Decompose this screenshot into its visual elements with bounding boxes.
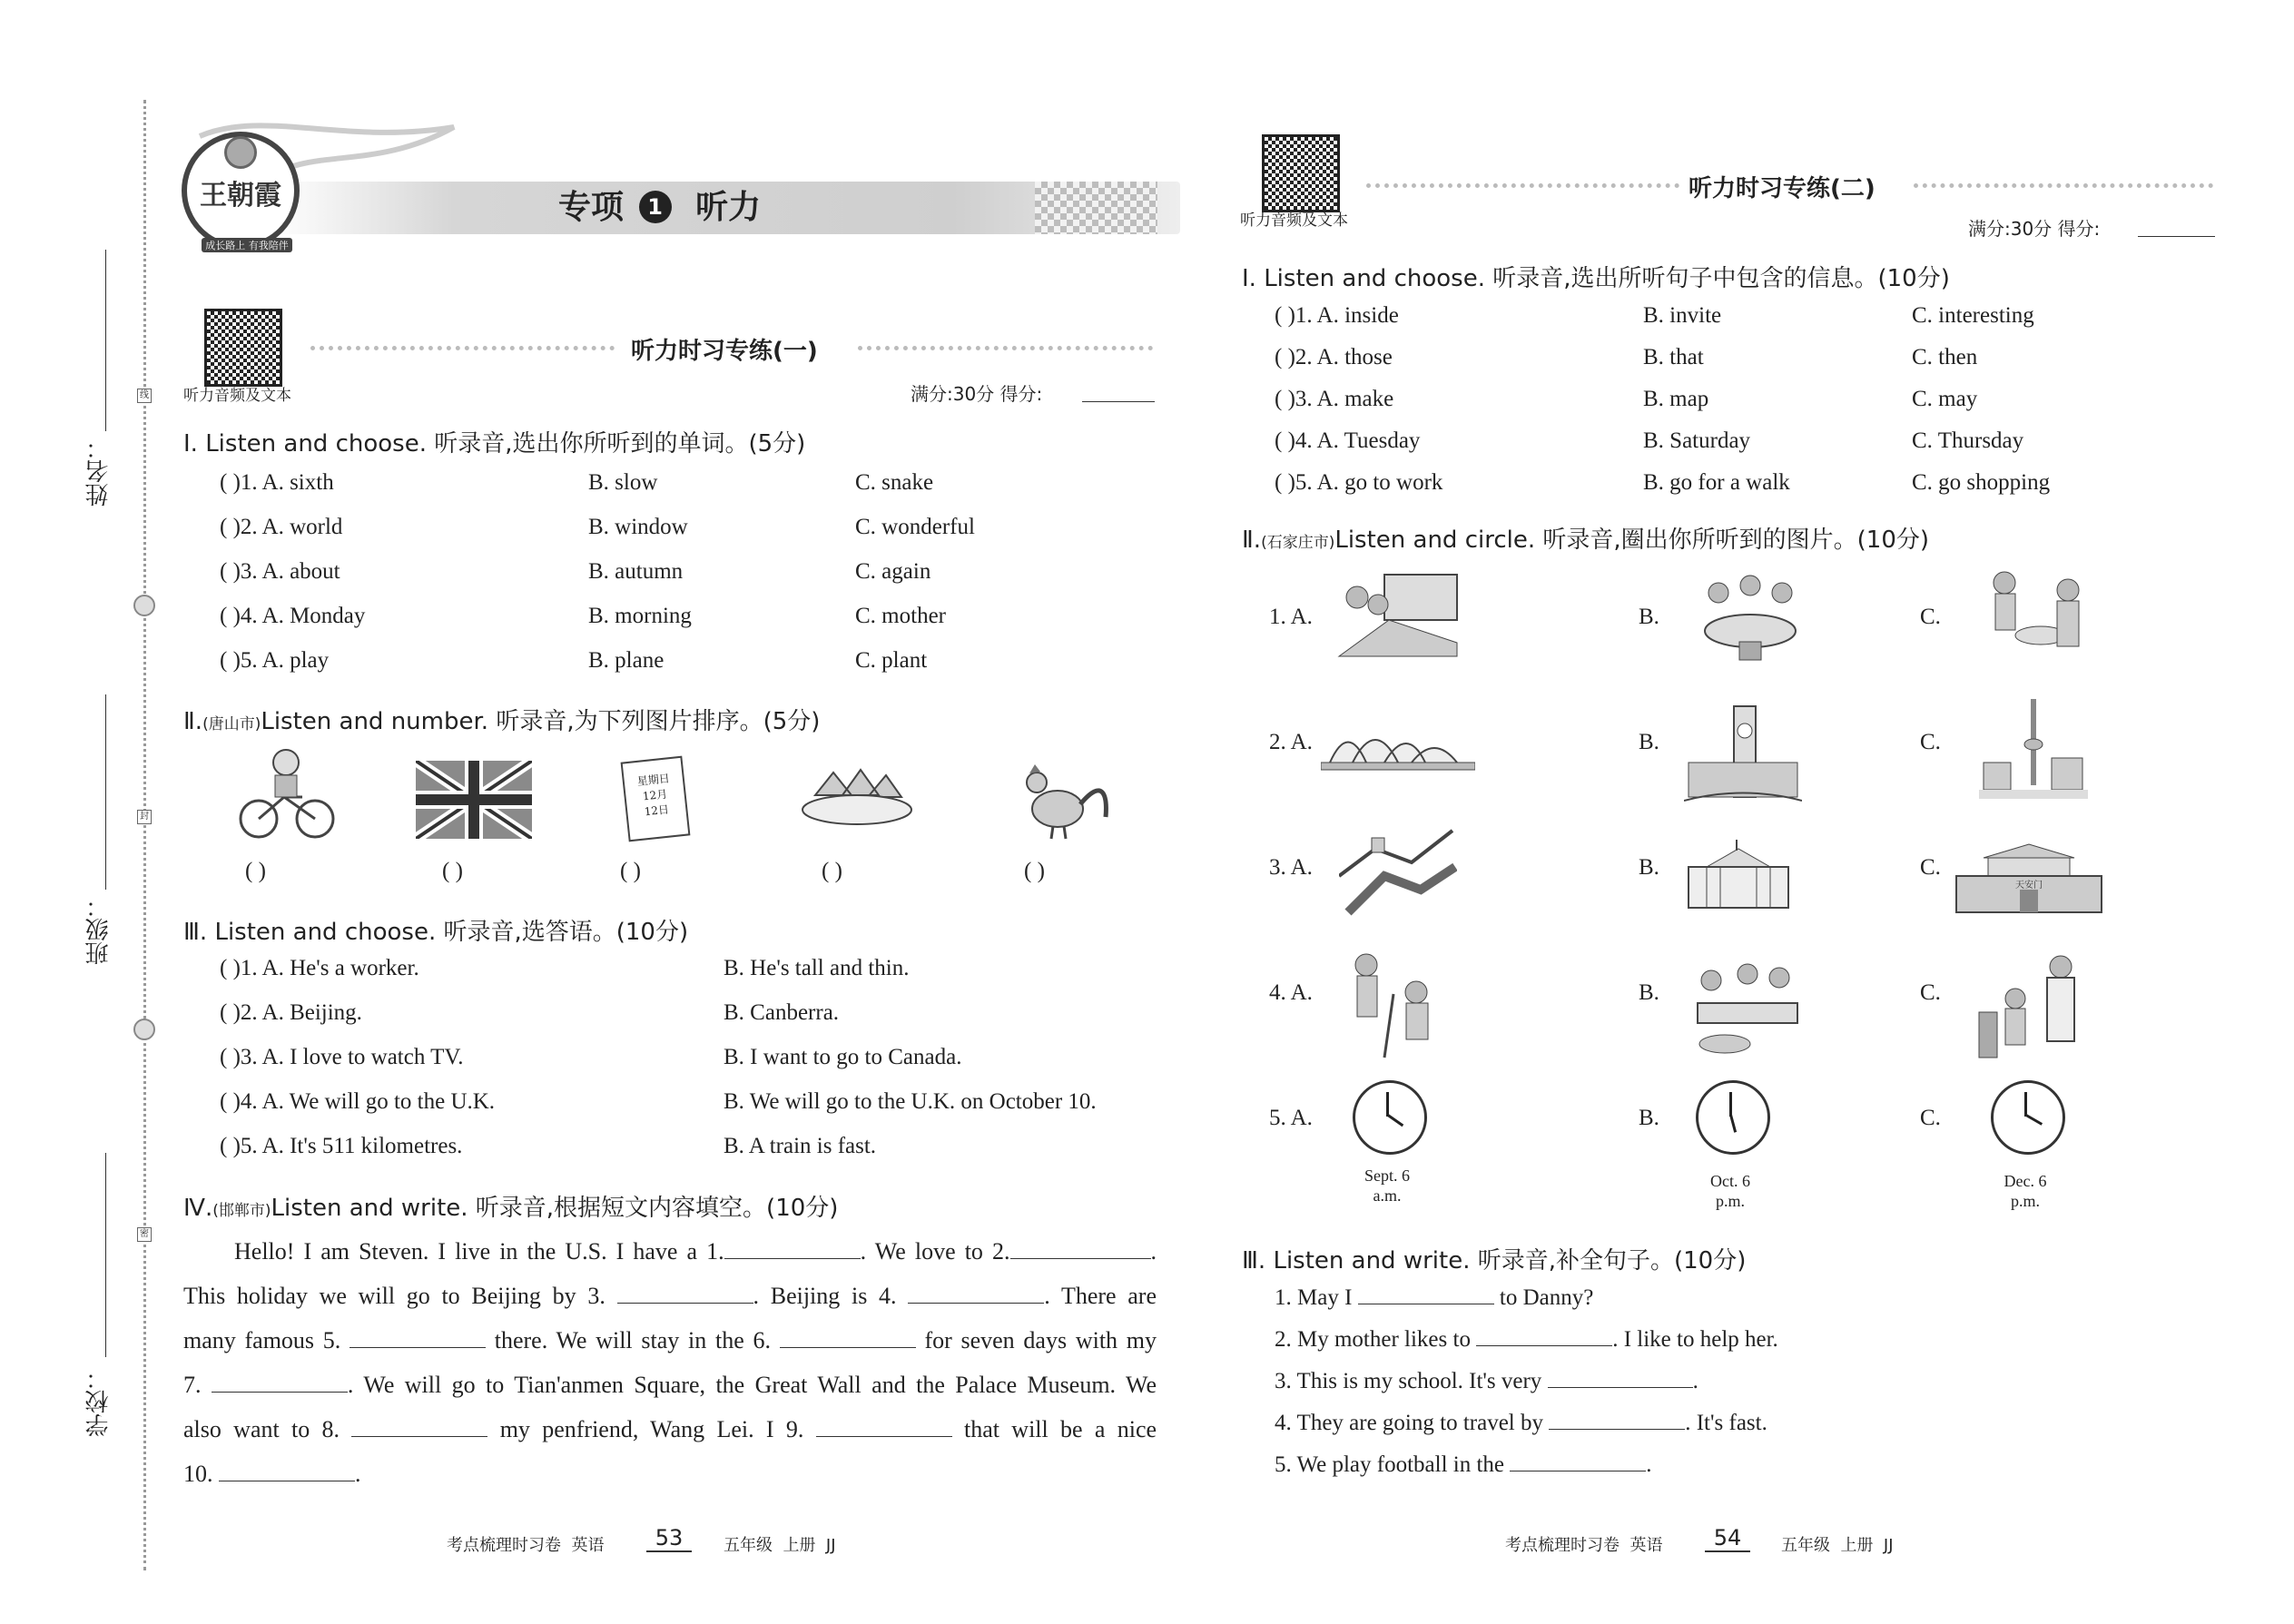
section-3-title: Ⅲ. Listen and write. 听录音,补全句子。(10分) bbox=[1242, 1247, 1747, 1275]
choice-b: B. autumn bbox=[588, 559, 684, 584]
clock-hand-icon bbox=[1729, 1092, 1732, 1117]
option-b-label[interactable]: B. bbox=[1639, 980, 1659, 1005]
choice-b: B. He's tall and thin. bbox=[724, 956, 910, 980]
banner-number: 1 bbox=[639, 191, 672, 223]
title-rule-right bbox=[1914, 183, 2213, 188]
score-label: 满分:30分 得分: bbox=[911, 383, 1043, 405]
fill-sentence: 3. This is my school. It's very . bbox=[1275, 1369, 1698, 1393]
choice-b: B. morning bbox=[588, 604, 692, 628]
banner-checker bbox=[1035, 182, 1157, 234]
binding-hole-icon bbox=[133, 595, 155, 616]
rooster-picture bbox=[1017, 759, 1117, 841]
choice-c: C. then bbox=[1912, 345, 1978, 369]
choice-c: C. Thursday bbox=[1912, 428, 2024, 453]
calendar-month: 12月 bbox=[642, 787, 668, 803]
section-1-title: Ⅰ. Listen and choose. 听录音,选出你所听到的单词。(5分) bbox=[183, 430, 806, 458]
choice-row bbox=[220, 470, 334, 496]
passage-line: This holiday we will go to Beijing by 3. . Beijing is 4. . There are bbox=[183, 1283, 1157, 1309]
practice-title: 听力时习专练(一) bbox=[631, 338, 818, 365]
section-text: Listen and circle. 听录音,圈出你所听到的图片。(10分) bbox=[1334, 527, 1930, 554]
city-tag: (邯郸市) bbox=[212, 1202, 271, 1220]
score-label: 满分:30分 得分: bbox=[1968, 218, 2101, 240]
choice-c: C. mother bbox=[855, 604, 946, 628]
clock-caption: Dec. 6 p.m. bbox=[2004, 1172, 2047, 1210]
clock-hand-icon bbox=[1386, 1092, 1389, 1117]
row-label: 3. A. bbox=[1269, 855, 1313, 880]
blank-5[interactable] bbox=[350, 1347, 486, 1348]
binding-hole-icon bbox=[133, 1019, 155, 1040]
answer-paren[interactable]: ( ) bbox=[620, 859, 641, 883]
choice-a: ( )3. A. I love to watch TV. bbox=[220, 1045, 464, 1069]
clock-caption: Sept. 6 a.m. bbox=[1364, 1166, 1410, 1205]
cooking-family-picture[interactable] bbox=[1689, 958, 1807, 1058]
row-label: 4. A. bbox=[1269, 980, 1313, 1005]
calendar-day: 12日 bbox=[644, 802, 670, 819]
choice-c: C. again bbox=[855, 559, 931, 584]
binding-mark-secret: 密 bbox=[137, 1227, 152, 1242]
choice-c: C. wonderful bbox=[855, 515, 975, 539]
class-line bbox=[105, 694, 106, 890]
qr-code-icon bbox=[1262, 134, 1340, 212]
choice-a: ( )3. A. make bbox=[1275, 387, 1394, 411]
picnic-picture[interactable] bbox=[1979, 563, 2088, 663]
name-line bbox=[105, 250, 106, 431]
cinema-picture[interactable] bbox=[1334, 570, 1462, 661]
option-b-label[interactable]: B. bbox=[1639, 730, 1659, 754]
footer-text: 考点梳理时习卷 英语 bbox=[1505, 1536, 1663, 1555]
clock-hand-icon bbox=[2024, 1092, 2027, 1117]
white-house-picture[interactable] bbox=[1670, 840, 1807, 917]
cleaning-picture[interactable] bbox=[1339, 949, 1457, 1062]
option-c-label[interactable]: C. bbox=[1920, 730, 1941, 754]
choice-a: ( )3. A. about bbox=[220, 559, 340, 584]
big-ben-picture[interactable] bbox=[1684, 699, 1802, 808]
binding-margin bbox=[143, 100, 146, 1570]
clock-caption: Oct. 6 p.m. bbox=[1710, 1172, 1750, 1210]
binding-mark-seal: 封 bbox=[137, 810, 152, 824]
blank-2[interactable] bbox=[1476, 1345, 1612, 1346]
great-wall-picture[interactable] bbox=[1339, 822, 1457, 917]
choice-a: ( )1. A. sixth bbox=[220, 470, 334, 495]
banner-title-text: 专项 bbox=[558, 189, 625, 226]
section-3-title: Ⅲ. Listen and choose. 听录音,选答语。(10分) bbox=[183, 919, 689, 946]
choice-a: ( )5. A. go to work bbox=[1275, 470, 1443, 495]
tiananmen-sign: 天安门 bbox=[2015, 881, 2043, 891]
choice-c: C. plant bbox=[855, 648, 928, 673]
row-label: 5. A. bbox=[1269, 1106, 1313, 1130]
row-label: 2. A. bbox=[1269, 730, 1313, 754]
calendar-weekday: 星期日 bbox=[636, 772, 671, 788]
choice-b: B. invite bbox=[1643, 303, 1722, 328]
choice-c: C. may bbox=[1912, 387, 1978, 411]
page-number: 54 bbox=[1705, 1525, 1750, 1552]
answer-paren[interactable]: ( ) bbox=[822, 859, 842, 883]
choice-a: ( )4. A. Tuesday bbox=[1275, 428, 1421, 453]
option-c-label[interactable]: C. bbox=[1920, 1106, 1941, 1130]
section-2-title bbox=[1242, 521, 1929, 555]
choice-c: C. snake bbox=[855, 470, 934, 495]
cn-tower-picture[interactable] bbox=[1979, 694, 2088, 803]
choice-a: ( )2. A. those bbox=[1275, 345, 1393, 369]
logo-text: 王朝霞 bbox=[200, 180, 281, 212]
qr-code-icon bbox=[204, 309, 282, 387]
choice-b: B. I want to go to Canada. bbox=[724, 1045, 962, 1069]
passage-line: 7. . We will go to Tian'anmen Square, the Great Wall and the Palace Museum. We bbox=[183, 1372, 1157, 1398]
title-rule-left bbox=[310, 346, 615, 350]
choice-a: ( )2. A. world bbox=[220, 515, 343, 539]
binding-mark-line: 线 bbox=[137, 389, 152, 403]
choice-a: ( )2. A. Beijing. bbox=[220, 1000, 362, 1025]
title-rule-right bbox=[858, 346, 1153, 350]
choice-a: ( )5. A. play bbox=[220, 648, 330, 673]
calendar-picture bbox=[621, 756, 691, 842]
section-number: Ⅱ. bbox=[1242, 527, 1262, 554]
zongzi-picture bbox=[797, 768, 915, 841]
choice-a: ( )1. A. He's a worker. bbox=[220, 956, 419, 980]
blank-4[interactable] bbox=[908, 1303, 1044, 1304]
banner-title bbox=[558, 182, 761, 234]
logo-motto: 成长路上 有我陪伴 bbox=[202, 238, 292, 252]
uk-flag-picture bbox=[416, 761, 532, 839]
school-label: 学校： bbox=[85, 1366, 113, 1437]
option-c-label[interactable]: C. bbox=[1920, 855, 1941, 880]
choice-c: C. go shopping bbox=[1912, 470, 2051, 495]
footer-grade: 五年级 上册 JJ bbox=[724, 1536, 836, 1555]
answer-paren[interactable]: ( ) bbox=[442, 859, 463, 883]
choice-a: ( )4. A. Monday bbox=[220, 604, 366, 628]
section-1-title: Ⅰ. Listen and choose. 听录音,选出所听句子中包含的信息。(10分) bbox=[1242, 265, 1950, 292]
choice-b: B. plane bbox=[588, 648, 665, 673]
choice-b: B. map bbox=[1643, 387, 1709, 411]
fill-sentence: 4. They are going to travel by . It's fast. bbox=[1275, 1411, 1767, 1435]
passage-line: also want to 8. my penfriend, Wang Lei. I 9. that will be a nice bbox=[183, 1416, 1157, 1442]
blank-4[interactable] bbox=[1549, 1429, 1685, 1430]
section-4-title bbox=[183, 1189, 838, 1223]
sydney-opera-house-picture[interactable] bbox=[1321, 717, 1475, 772]
option-c-label[interactable]: C. bbox=[1920, 605, 1941, 629]
answer-paren[interactable]: ( ) bbox=[245, 859, 266, 883]
blank-6[interactable] bbox=[780, 1347, 916, 1348]
choice-b: B. We will go to the U.K. on October 10. bbox=[724, 1089, 1097, 1114]
footer-grade: 五年级 上册 JJ bbox=[1781, 1536, 1894, 1555]
option-b-label[interactable]: B. bbox=[1639, 1106, 1659, 1130]
fill-sentence: 1. May I to Danny? bbox=[1275, 1285, 1594, 1310]
choice-a: ( )5. A. It's 511 kilometres. bbox=[220, 1134, 463, 1158]
score-line bbox=[2138, 236, 2215, 237]
qr-caption: 听力音频及文本 bbox=[1240, 212, 1348, 230]
boy-cycling-picture bbox=[231, 746, 340, 841]
fill-sentence: 5. We play football in the . bbox=[1275, 1452, 1652, 1477]
blank-8[interactable] bbox=[351, 1436, 487, 1437]
choice-a: ( )1. A. inside bbox=[1275, 303, 1399, 328]
score-line bbox=[1082, 401, 1155, 402]
blank-3[interactable] bbox=[617, 1303, 753, 1304]
blank-9[interactable] bbox=[816, 1436, 952, 1437]
answer-paren[interactable]: ( ) bbox=[1024, 859, 1045, 883]
banner-subtitle: 听力 bbox=[695, 189, 762, 226]
passage-line: 10. . bbox=[183, 1461, 361, 1487]
passage-line: Hello! I am Steven. I live in the U.S. I have a 1. . We love to 2. . bbox=[234, 1238, 1157, 1265]
title-rule-left bbox=[1366, 183, 1679, 188]
practice-title: 听力时习专练(二) bbox=[1689, 175, 1876, 202]
city-tag: (石家庄市) bbox=[1261, 534, 1335, 552]
blank-2[interactable] bbox=[1010, 1258, 1151, 1259]
school-line bbox=[105, 1153, 106, 1357]
blank-7[interactable] bbox=[212, 1392, 348, 1393]
name-label: 姓名： bbox=[85, 436, 113, 507]
city-tag: (唐山市) bbox=[202, 715, 261, 733]
section-text: Listen and number. 听录音,为下列图片排序。(5分) bbox=[261, 708, 821, 735]
cloze-passage bbox=[183, 1229, 1157, 1496]
family-dinner-picture[interactable] bbox=[1696, 567, 1805, 663]
doctor-picture[interactable] bbox=[1974, 949, 2092, 1062]
choice-b: B. go for a walk bbox=[1643, 470, 1790, 495]
page-number: 53 bbox=[646, 1525, 692, 1552]
passage-line: many famous 5. there. We will stay in the 6. for seven days with my bbox=[183, 1327, 1157, 1353]
logo-crest-icon bbox=[224, 136, 257, 169]
section-text: Listen and write. 听录音,根据短文内容填空。(10分) bbox=[271, 1195, 839, 1222]
option-c-label[interactable]: C. bbox=[1920, 980, 1941, 1005]
qr-caption: 听力音频及文本 bbox=[183, 387, 291, 405]
choice-b: B. that bbox=[1643, 345, 1704, 369]
option-b-label[interactable]: B. bbox=[1639, 605, 1659, 629]
row-label: 1. A. bbox=[1269, 605, 1313, 629]
fill-sentence: 2. My mother likes to . I like to help her. bbox=[1275, 1327, 1778, 1352]
blank-1[interactable] bbox=[724, 1258, 861, 1259]
class-label: 班级： bbox=[85, 894, 113, 965]
choice-c: C. interesting bbox=[1912, 303, 2034, 328]
choice-a: ( )4. A. We will go to the U.K. bbox=[220, 1089, 496, 1114]
option-b-label[interactable]: B. bbox=[1639, 855, 1659, 880]
choice-b: B. Canberra. bbox=[724, 1000, 840, 1025]
section-2-title bbox=[183, 703, 820, 736]
choice-b: B. slow bbox=[588, 470, 658, 495]
choice-b: B. window bbox=[588, 515, 688, 539]
choice-b: B. A train is fast. bbox=[724, 1134, 877, 1158]
footer-text: 考点梳理时习卷 英语 bbox=[447, 1536, 605, 1555]
section-number: Ⅱ. bbox=[183, 708, 203, 735]
blank-3[interactable] bbox=[1548, 1387, 1693, 1388]
section-number: Ⅳ. bbox=[183, 1195, 213, 1222]
choice-b: B. Saturday bbox=[1643, 428, 1751, 453]
